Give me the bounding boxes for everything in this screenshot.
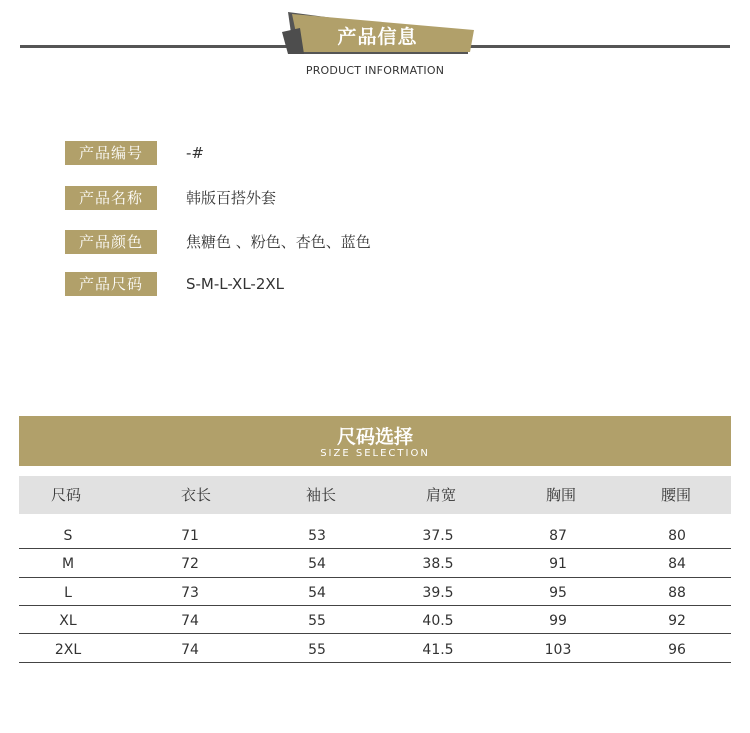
table-cell: 55 <box>308 613 326 629</box>
table-cell: 2XL <box>54 642 82 658</box>
table-cell: S <box>63 528 73 544</box>
table-cell: 84 <box>668 556 686 572</box>
table-cell: 96 <box>668 642 686 658</box>
section-subtitle: PRODUCT INFORMATION <box>305 64 445 77</box>
table-cell: 40.5 <box>422 613 454 629</box>
table-cell: XL <box>59 613 77 629</box>
header-size: 尺码 <box>50 486 81 504</box>
info-value-code: -# <box>186 144 204 162</box>
table-cell: 80 <box>668 528 686 544</box>
table-cell: 73 <box>181 585 199 601</box>
table-cell: 71 <box>181 528 199 544</box>
info-label-code: 产品编号 <box>65 141 157 165</box>
table-cell: 87 <box>549 528 567 544</box>
table-cell: 54 <box>308 585 326 601</box>
header-sleeve: 袖长 <box>305 486 336 504</box>
table-cell: L <box>64 585 72 601</box>
table-cell: 74 <box>181 642 199 658</box>
table-cell: 88 <box>668 585 686 601</box>
table-cell: 38.5 <box>422 556 454 572</box>
header-shoulder: 肩宽 <box>425 486 456 504</box>
row-divider <box>19 662 731 663</box>
table-cell: 103 <box>544 642 572 658</box>
row-divider <box>19 605 731 606</box>
table-cell: M <box>61 556 75 572</box>
size-table-header <box>19 476 731 514</box>
table-cell: 39.5 <box>422 585 454 601</box>
size-selection-subtitle: SIZE SELECTION <box>320 448 430 459</box>
table-cell: 91 <box>549 556 567 572</box>
table-cell: 99 <box>549 613 567 629</box>
table-cell: 53 <box>308 528 326 544</box>
info-value-color: 焦糖色 、粉色、杏色、蓝色 <box>186 233 371 251</box>
header-bust: 胸围 <box>545 486 576 504</box>
row-divider <box>19 548 731 549</box>
info-label-name: 产品名称 <box>65 186 157 210</box>
info-label-size: 产品尺码 <box>65 272 157 296</box>
table-cell: 54 <box>308 556 326 572</box>
table-cell: 74 <box>181 613 199 629</box>
header-rule-right <box>470 45 730 48</box>
header-waist: 腰围 <box>660 486 691 504</box>
header-rule-left <box>20 45 292 48</box>
info-value-size: S-M-L-XL-2XL <box>186 275 285 293</box>
table-cell: 95 <box>549 585 567 601</box>
row-divider <box>19 577 731 578</box>
table-cell: 41.5 <box>422 642 454 658</box>
row-divider <box>19 633 731 634</box>
table-cell: 55 <box>308 642 326 658</box>
table-cell: 72 <box>181 556 199 572</box>
section-title: 产品信息 <box>337 26 418 48</box>
header-length: 衣长 <box>180 486 211 504</box>
size-selection-title: 尺码选择 <box>336 426 413 448</box>
info-value-name: 韩版百搭外套 <box>186 189 277 207</box>
table-cell: 37.5 <box>422 528 454 544</box>
info-label-color: 产品颜色 <box>65 230 157 254</box>
table-cell: 92 <box>668 613 686 629</box>
